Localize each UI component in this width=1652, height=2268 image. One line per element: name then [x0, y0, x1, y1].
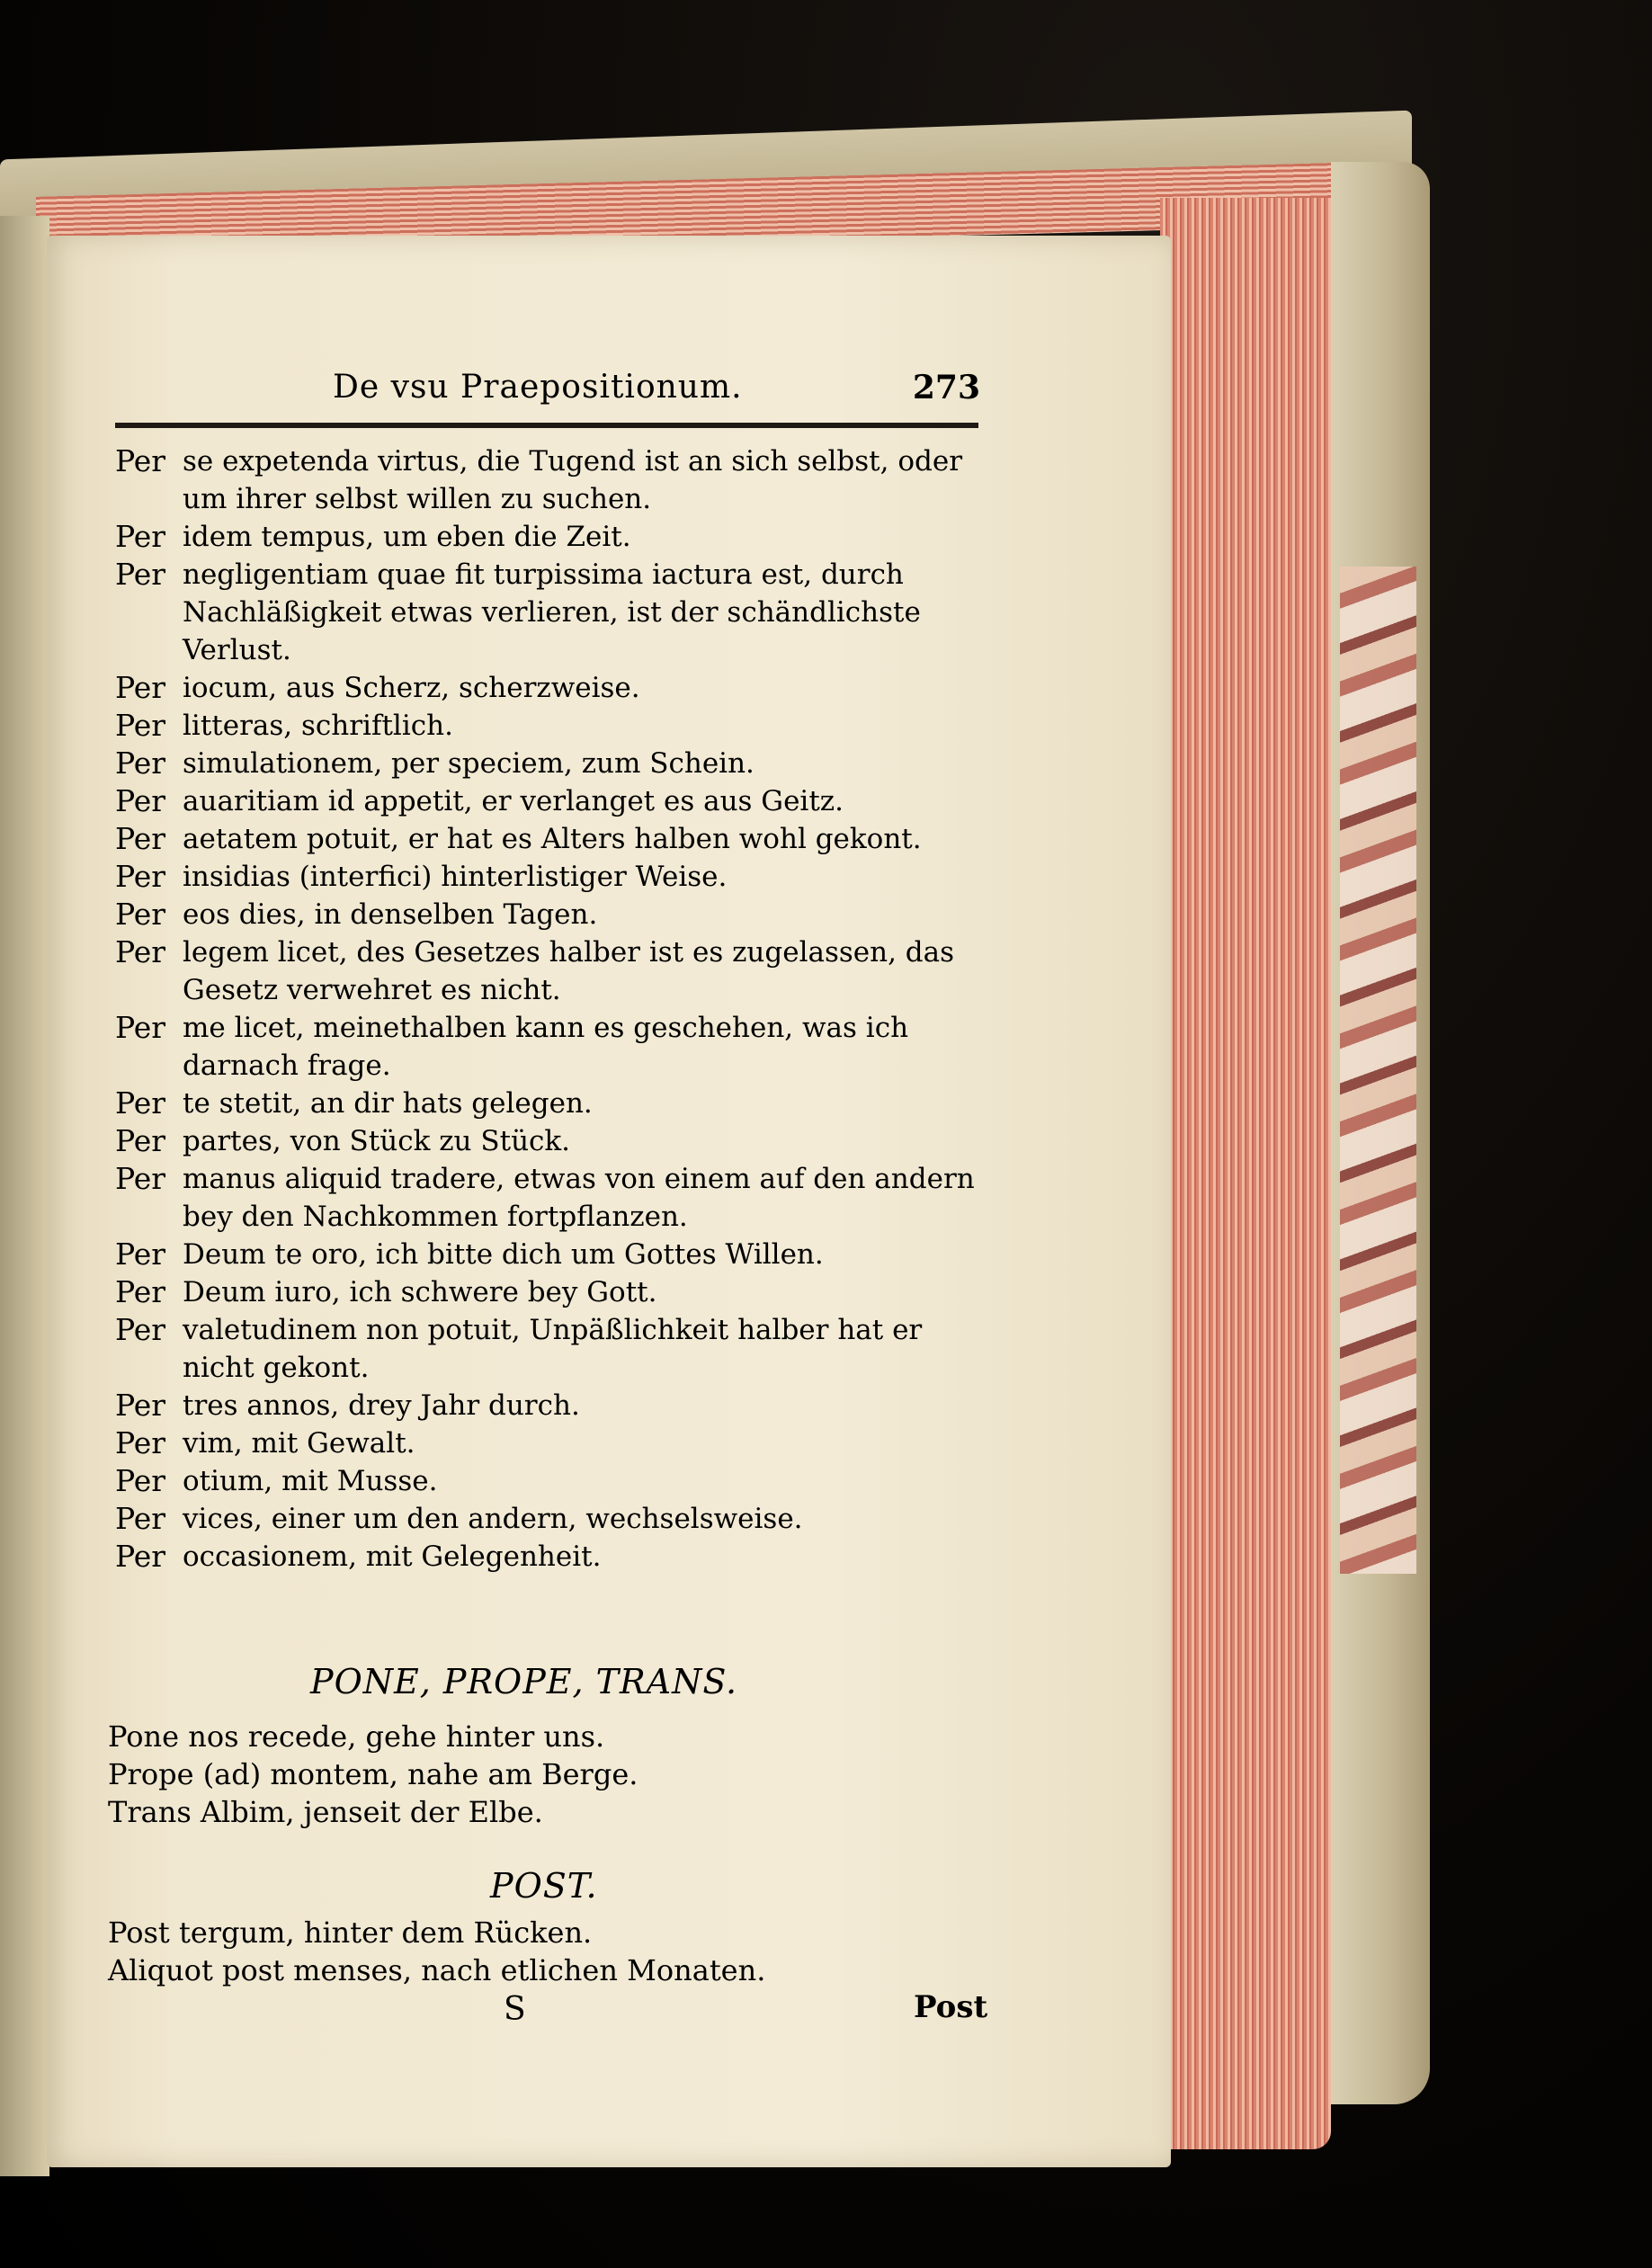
text-line: Aliquot post menses, nach etlichen Monaten. [108, 1953, 766, 1987]
entry-text: partes, von Stück zu Stück. [183, 1125, 571, 1157]
entry-text: manus aliquid tradere, etwas von einem auf den andern bey den Nachkommen fortpflanzen. [183, 1163, 975, 1233]
entry-text: me licet, meinethalben kann es geschehen, was ich darnach frage. [183, 1012, 909, 1082]
list-item [115, 1273, 978, 1311]
entry-text: tres annos, drey Jahr durch. [183, 1389, 580, 1422]
text-line: Prope (ad) montem, nahe am Berge. [108, 1757, 638, 1791]
entry-lead: Per [115, 1010, 166, 1045]
entry-text: insidias (interfici) hinterlistiger Weise. [183, 861, 728, 893]
catchword: Post [914, 1989, 988, 2025]
list-item [115, 933, 978, 1009]
list-item [115, 669, 978, 707]
list-item [115, 1009, 978, 1085]
list-item [115, 1236, 978, 1273]
entry-text: litteras, schriftlich. [183, 710, 453, 742]
section-heading-post: POST. [490, 1866, 598, 1906]
entry-lead: Per [115, 859, 166, 894]
text-line: Pone nos recede, gehe hinter uns. [108, 1719, 605, 1754]
entry-lead: Per [115, 1425, 166, 1460]
entry-lead: Per [115, 1463, 166, 1498]
entry-lead: Per [115, 1539, 166, 1574]
entry-text: te stetit, an dir hats gelegen. [183, 1087, 593, 1120]
entry-lead: Per [115, 1123, 166, 1158]
entry-lead: Per [115, 821, 166, 856]
list-item [115, 820, 978, 858]
list-item [115, 1462, 978, 1500]
entry-lead: Per [115, 1388, 166, 1423]
entry-text: otium, mit Musse. [183, 1465, 438, 1497]
text-line: Trans Albim, jenseit der Elbe. [108, 1795, 543, 1829]
facing-page-edge [0, 216, 49, 2176]
entry-lead: Per [115, 783, 166, 818]
entry-text: Deum te oro, ich bitte dich um Gottes Willen. [183, 1238, 824, 1271]
list-item [115, 858, 978, 896]
entry-text: eos dies, in denselben Tagen. [183, 898, 598, 931]
list-item [115, 896, 978, 933]
entry-lead: Per [115, 443, 166, 478]
entry-text: occasionem, mit Gelegenheit. [183, 1540, 602, 1573]
section-heading-pone: PONE, PROPE, TRANS. [310, 1662, 738, 1701]
entry-text: se expetenda virtus, die Tugend ist an sich selbst, oder um ihrer selbst willen zu suchen. [183, 445, 963, 515]
entry-lead: Per [115, 1161, 166, 1196]
entry-lead: Per [115, 519, 166, 554]
list-item [115, 1387, 978, 1424]
running-head [288, 369, 980, 423]
entry-text: aetatem potuit, er hat es Alters halben wohl gekont. [183, 823, 922, 855]
entry-lead: Per [115, 708, 166, 743]
entry-lead: Per [115, 934, 166, 969]
entry-text: iocum, aus Scherz, scherzweise. [183, 672, 640, 704]
entry-lead: Per [115, 1085, 166, 1121]
per-entries-list [115, 442, 978, 1576]
entry-lead: Per [115, 1312, 166, 1347]
running-title: De vsu Praepositionum. [333, 369, 743, 406]
list-item [115, 1538, 978, 1576]
entry-text: vim, mit Gewalt. [183, 1427, 415, 1460]
entry-text: vices, einer um den andern, wechselsweise. [183, 1503, 803, 1535]
list-item [115, 1424, 978, 1462]
section-pone-lines [108, 1718, 989, 1831]
entry-text: simulationem, per speciem, zum Schein. [183, 747, 755, 780]
header-rule [115, 423, 978, 428]
section-post-lines [108, 1914, 989, 1989]
list-item [115, 1311, 978, 1387]
entry-text: negligentiam quae fit turpissima iactura est, durch Nachläßigkeit etwas verlieren, ist der schändlichste Verlust. [183, 558, 921, 666]
signature-mark: S [504, 1991, 526, 2028]
entry-text: legem licet, des Gesetzes halber ist es zugelassen, das Gesetz verwehret es nicht. [183, 936, 955, 1006]
entry-text: auaritiam id appetit, er verlanget es aus Geitz. [183, 785, 844, 817]
list-item [115, 707, 978, 745]
page-edges-right [1160, 198, 1331, 2149]
entry-text: Deum iuro, ich schwere bey Gott. [183, 1276, 657, 1308]
list-item [115, 1122, 978, 1160]
list-item [115, 518, 978, 556]
marbled-endpaper [1340, 567, 1416, 1574]
entry-lead: Per [115, 557, 166, 592]
entry-text: valetudinem non potuit, Unpäßlichkeit halber hat er nicht gekont. [183, 1314, 923, 1384]
entry-lead: Per [115, 1501, 166, 1536]
entry-lead: Per [115, 1237, 166, 1272]
page-number: 273 [912, 369, 980, 406]
list-item [115, 556, 978, 669]
entry-lead: Per [115, 670, 166, 705]
entry-lead: Per [115, 746, 166, 781]
entry-lead: Per [115, 897, 166, 932]
list-item [115, 745, 978, 782]
list-item [115, 442, 978, 518]
list-item [115, 782, 978, 820]
text-line: Post tergum, hinter dem Rücken. [108, 1915, 593, 1950]
list-item [115, 1160, 978, 1236]
list-item [115, 1500, 978, 1538]
list-item [115, 1085, 978, 1122]
entry-lead: Per [115, 1274, 166, 1309]
entry-text: idem tempus, um eben die Zeit. [183, 521, 631, 553]
